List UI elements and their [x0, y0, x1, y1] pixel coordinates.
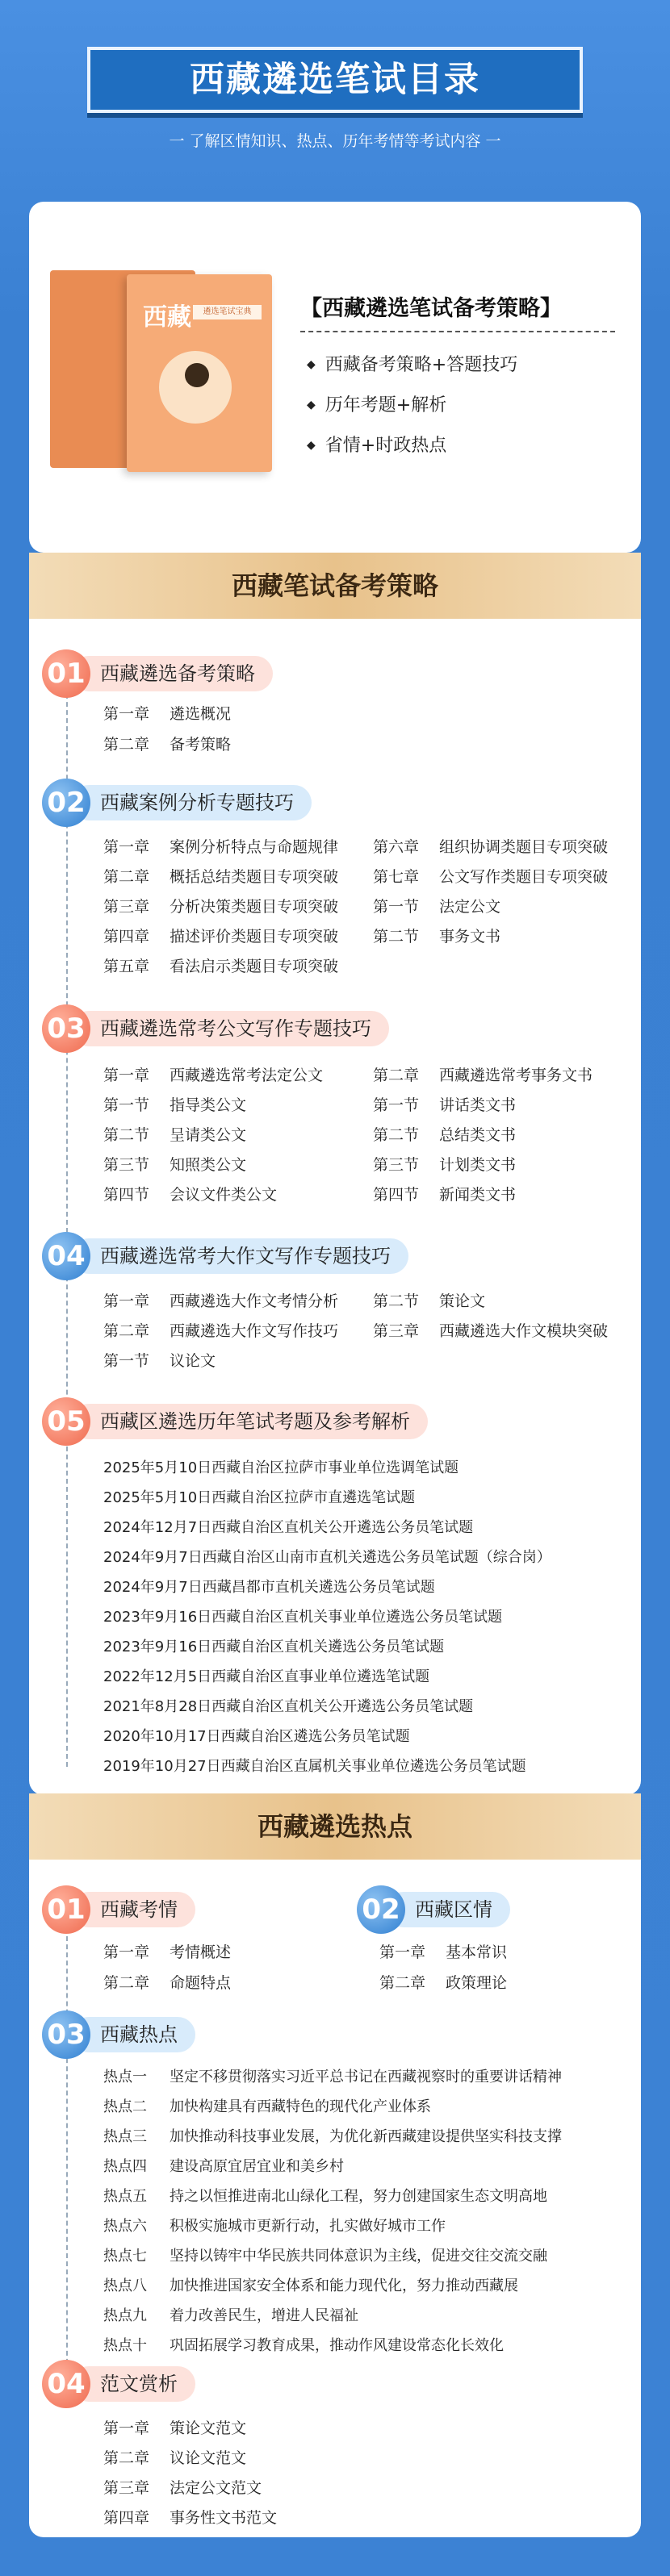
list-item: 热点八 加快推进国家安全体系和能力现代化，努力推动西藏展	[103, 2277, 518, 2294]
section-number: 05	[42, 1397, 90, 1446]
list-item: 第七章 公文写作类题目专项突破	[373, 868, 609, 886]
list-item: 第三章 西藏遴选大作文模块突破	[373, 1322, 609, 1340]
exam-item: 2023年9月16日西藏自治区直机关遴选公务员笔试题	[103, 1639, 445, 1655]
list-item: 第二节 总结类文书	[373, 1126, 517, 1144]
list-item: 第一章 遴选概况	[103, 705, 232, 723]
list-item: 第一节 法定公文	[373, 898, 501, 916]
intro-bullet: ◆ 西藏备考策略+答题技巧	[307, 351, 517, 376]
section-number: 02	[42, 779, 90, 827]
section-band-hotspot	[29, 1793, 641, 1860]
list-item: 热点二 加快构建具有西藏特色的现代化产业体系	[103, 2098, 431, 2115]
exam-item: 2023年9月16日西藏自治区直机关事业单位遴选公务员笔试题	[103, 1609, 503, 1626]
exam-item: 2025年5月10日西藏自治区拉萨市事业单位选调笔试题	[103, 1459, 459, 1476]
intro-divider	[300, 331, 615, 332]
list-item: 热点七 坚持以铸牢中华民族共同体意识为主线，促进交往交流交融	[103, 2248, 547, 2265]
list-item: 第六章 组织协调类题目专项突破	[373, 838, 609, 856]
exam-item: 2020年10月17日西藏自治区遴选公务员笔试题	[103, 1728, 410, 1745]
list-item: 热点五 持之以恒推进南北山绿化工程，努力创建国家生态文明高地	[103, 2188, 547, 2205]
list-item: 第一章 案例分析特点与命题规律	[103, 838, 339, 856]
timeline-dash	[66, 678, 68, 1767]
exam-item: 2024年9月7日西藏自治区山南市直机关遴选公务员笔试题（综合岗）	[103, 1549, 551, 1566]
exam-item: 2024年9月7日西藏昌都市直机关遴选公务员笔试题	[103, 1579, 435, 1596]
section-number: 03	[42, 1004, 90, 1053]
list-item: 热点三 加快推动科技事业发展，为优化新西藏建设提供坚实科技支撑	[103, 2128, 562, 2145]
list-item: 第四节 新闻类文书	[373, 1186, 517, 1204]
list-item: 热点六 积极实施城市更新行动，扎实做好城市工作	[103, 2218, 446, 2235]
exam-item: 2022年12月5日西藏自治区直事业单位遴选笔试题	[103, 1668, 430, 1685]
list-item: 第三章 法定公文范文	[103, 2479, 262, 2497]
list-item: 第三节 知照类公文	[103, 1156, 247, 1174]
section-title: 西藏案例分析专题技巧	[71, 785, 312, 820]
section-band-title: 西藏遴选热点	[257, 1811, 412, 1842]
section-number: 01	[42, 1885, 90, 1934]
page-title: 西藏遴选笔试目录	[190, 60, 480, 100]
exam-item: 2019年10月27日西藏自治区直属机关事业单位遴选公务员笔试题	[103, 1758, 526, 1775]
list-item: 第一章 基本常识	[379, 1943, 508, 1961]
section-title: 西藏遴选常考大作文写作专题技巧	[71, 1238, 408, 1274]
section-title: 西藏遴选备考策略	[71, 656, 273, 691]
section-number: 04	[42, 2360, 90, 2408]
timeline-dash	[66, 1936, 68, 2372]
book-cover-image	[50, 270, 280, 472]
page-title-bar	[87, 47, 583, 113]
section-title: 西藏热点	[71, 2017, 195, 2052]
book-spine	[58, 294, 74, 456]
section-number: 04	[42, 1232, 90, 1280]
section-title: 西藏考情	[71, 1892, 195, 1927]
list-item: 第二章 西藏遴选常考事务文书	[373, 1067, 593, 1084]
list-item: 第二节 策论文	[373, 1292, 486, 1310]
section-band-title: 西藏笔试备考策略	[231, 570, 438, 601]
list-item: 热点十 巩固拓展学习教育成果，推动作风建设常态化长效化	[103, 2337, 504, 2354]
section-number: 03	[42, 2010, 90, 2059]
page-subtitle: 一 了解区情知识、热点、历年考情等考试内容 一	[169, 132, 501, 150]
intro-bullet: ◆ 省情+时政热点	[307, 432, 446, 457]
list-item: 第三章 分析决策类题目专项突破	[103, 898, 339, 916]
exam-item: 2024年12月7日西藏自治区直机关公开遴选公务员笔试题	[103, 1519, 474, 1536]
section-title: 范文赏析	[71, 2366, 195, 2402]
list-item: 热点一 坚定不移贯彻落实习近平总书记在西藏视察时的重要讲话精神	[103, 2069, 562, 2085]
section-title: 西藏区遴选历年笔试考题及参考解析	[71, 1404, 428, 1439]
list-item: 第三节 计划类文书	[373, 1156, 517, 1174]
list-item: 第五章 看法启示类题目专项突破	[103, 958, 339, 975]
book-front	[127, 274, 272, 472]
exam-item: 2021年8月28日西藏自治区直机关公开遴选公务员笔试题	[103, 1698, 474, 1715]
list-item: 第四节 会议文件类公文	[103, 1186, 278, 1204]
list-item: 第一节 指导类公文	[103, 1096, 247, 1114]
list-item: 第一节 议论文	[103, 1352, 216, 1370]
list-item: 第二章 政策理论	[379, 1974, 508, 1992]
section-number: 01	[42, 649, 90, 698]
book-illustration	[159, 351, 232, 424]
book-illustration-hair	[185, 363, 209, 387]
list-item: 第二节 事务文书	[373, 928, 501, 946]
exam-item: 2025年5月10日西藏自治区拉萨市直遴选笔试题	[103, 1489, 416, 1506]
list-item: 第一章 西藏遴选大作文考情分析	[103, 1292, 339, 1310]
section-number: 02	[357, 1885, 405, 1934]
list-item: 第一章 考情概述	[103, 1943, 232, 1961]
book-brand: 西藏	[143, 303, 191, 332]
list-item: 第二章 备考策略	[103, 736, 232, 754]
list-item: 第二节 呈请类公文	[103, 1126, 247, 1144]
list-item: 热点九 着力改善民生，增进人民福祉	[103, 2307, 358, 2324]
list-item: 热点四 建设高原宜居宜业和美乡村	[103, 2158, 344, 2175]
list-item: 第二章 西藏遴选大作文写作技巧	[103, 1322, 339, 1340]
list-item: 第二章 命题特点	[103, 1974, 232, 1992]
list-item: 第二章 概括总结类题目专项突破	[103, 868, 339, 886]
list-item: 第二章 议论文范文	[103, 2449, 247, 2467]
intro-title: 【西藏遴选笔试备考策略】	[300, 296, 562, 321]
section-title: 西藏区情	[386, 1892, 510, 1927]
section-band-strategy	[29, 553, 641, 619]
list-item: 第四章 描述评价类题目专项突破	[103, 928, 339, 946]
intro-bullet: ◆ 历年考题+解析	[307, 391, 446, 416]
book-title: 遴选笔试宝典	[193, 305, 262, 319]
section-title: 西藏遴选常考公文写作专题技巧	[71, 1011, 389, 1046]
list-item: 第四章 事务性文书范文	[103, 2509, 278, 2527]
list-item: 第一节 讲话类文书	[373, 1096, 517, 1114]
list-item: 第一章 策论文范文	[103, 2419, 247, 2437]
list-item: 第一章 西藏遴选常考法定公文	[103, 1067, 324, 1084]
